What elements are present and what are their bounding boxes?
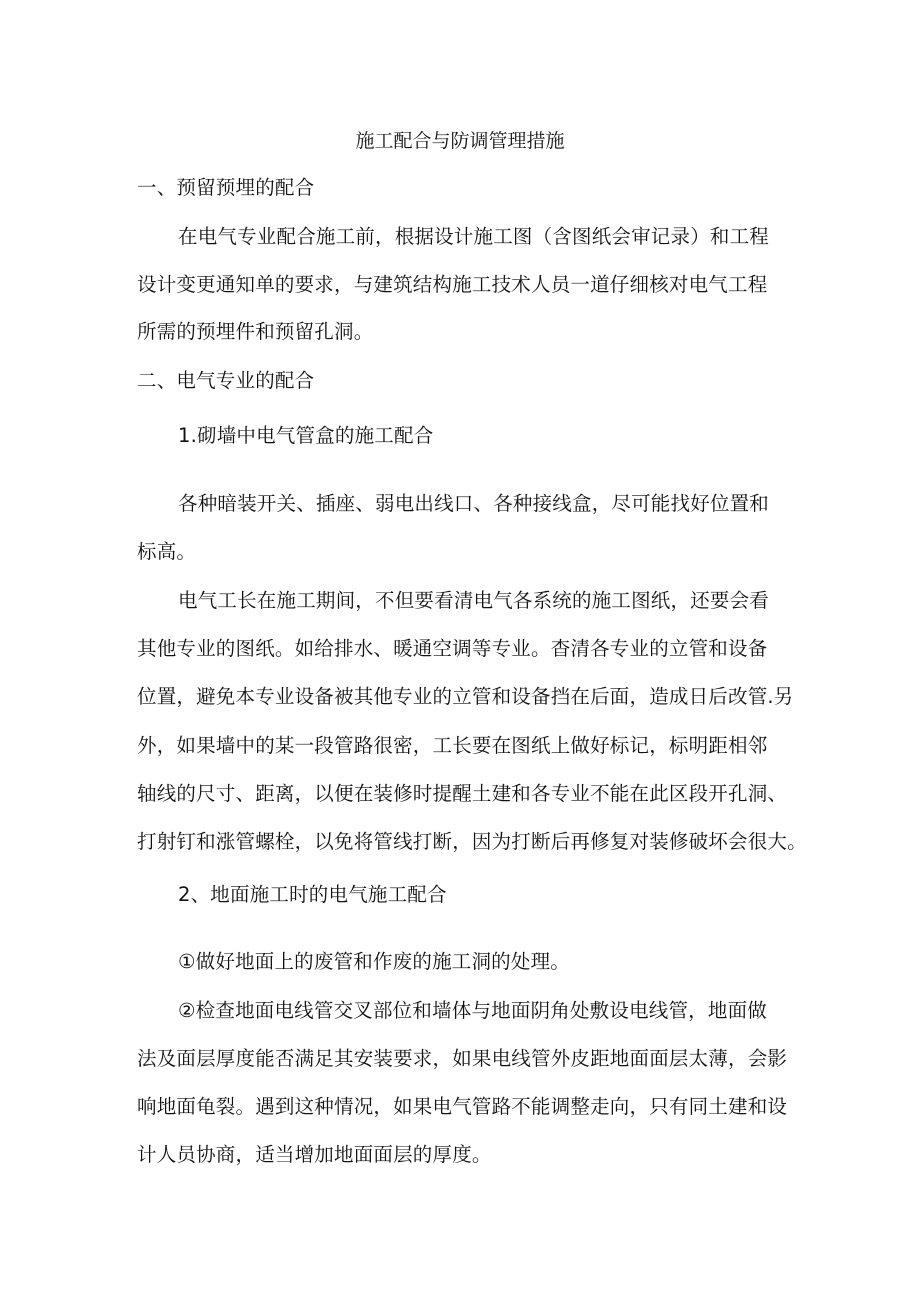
section-1-heading: 一、预留预埋的配合: [137, 176, 315, 199]
subsection-2-item-2-line-2: 法及面层厚度能否满足其安装要求，如果电线管外皮距地面面层太薄，会影: [137, 1047, 788, 1070]
section-1-paragraph-line-3: 所需的预埋件和预留孔洞。: [137, 320, 374, 343]
subsection-1-paragraph-1-line-1: 各种暗装开关、插座、弱电出线口、各种接线盒，尽可能找好位置和: [178, 492, 770, 515]
subsection-1-paragraph-2-line-2: 其他专业的图纸。如给排水、暖通空调等专业。杳清各专业的立管和设备: [137, 637, 768, 660]
section-1-paragraph-line-2: 设计变更通知单的要求，与建筑结构施工技术人员一道仔细核对电气工程: [137, 273, 768, 296]
subsection-2-heading: 2、地面施工时的电气施工配合: [178, 883, 447, 906]
section-2-heading: 二、电气专业的配合: [137, 369, 315, 392]
subsection-1-paragraph-2-line-4: 外，如果墙中的某一段管路很密，工长要在图纸上做好标记，标明距相邻: [137, 734, 768, 757]
subsection-2-item-2-line-1: ②检查地面电线管交叉部位和墙体与地面阴角处敷设电线管，地面做: [178, 999, 767, 1022]
subsection-1-paragraph-1-line-2: 标高。: [137, 540, 197, 563]
subsection-1-paragraph-2-line-3: 位置，避免本专业设备被其他专业的立管和设备挡在后面，造成日后改管.另: [137, 685, 794, 708]
subsection-1-paragraph-2-line-1: 电气工长在施工期间，不但要看清电气各系统的施工图纸，还要会看: [178, 589, 770, 612]
subsection-2-item-2-line-4: 计人员协商，适当增加地面面层的厚度。: [137, 1143, 492, 1166]
subsection-1-paragraph-2-line-6: 打射钉和涨管螺栓，以免将管线打断，因为打断后再修复对装修破坏会很大。: [137, 830, 807, 853]
subsection-2-item-2-line-3: 响地面龟裂。遇到这种情况，如果电气管路不能调整走向，只有同土建和设: [137, 1095, 788, 1118]
section-1-paragraph-line-1: 在电气专业配合施工前，根据设计施工图（含图纸会审记录）和工程: [178, 225, 770, 248]
subsection-1-paragraph-2-line-5: 轴线的尺寸、距离，以便在装修时提醒土建和各专业不能在此区段开孔洞、: [137, 782, 788, 805]
page-title: 施工配合与防调管理措施: [355, 130, 565, 152]
subsection-2-item-1: ①做好地面上的废管和作废的施工洞的处理。: [178, 950, 570, 973]
subsection-1-heading: 1.砌墙中电气管盒的施工配合: [178, 424, 434, 447]
